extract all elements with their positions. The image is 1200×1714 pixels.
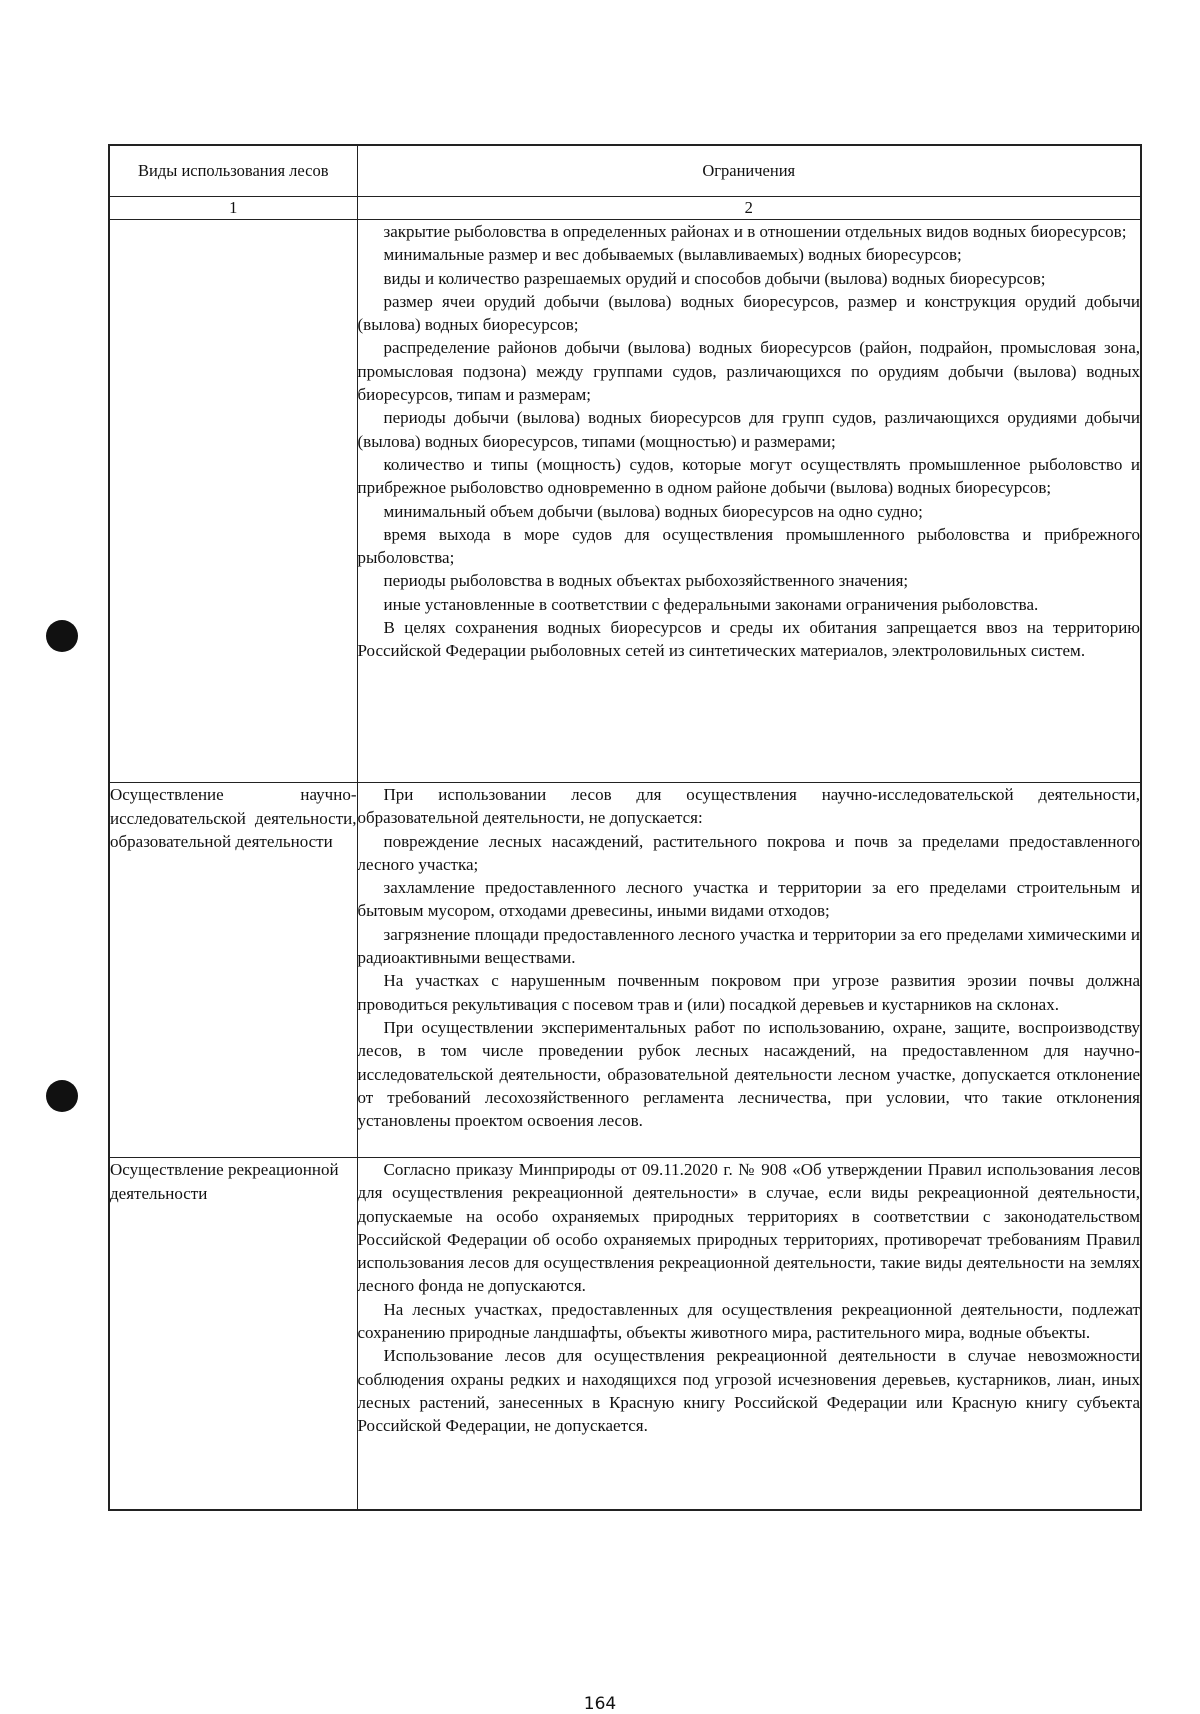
restriction-paragraph: закрытие рыболовства в определенных районах и в отношении отдельных видов водных биоресурсов;	[383, 222, 1127, 241]
header-forest-use-types: Виды использования лесов	[109, 145, 357, 197]
table-header-row	[109, 145, 1141, 197]
forest-use-type-cell: Осуществление рекреационной деятельности	[109, 1158, 357, 1510]
restriction-paragraph: минимальный объем добычи (вылова) водных биоресурсов на одно судно;	[383, 501, 923, 521]
restrictions-cell	[357, 783, 1141, 1158]
restriction-paragraph: На участках с нарушенным почвенным покровом при угрозе развития эрозии почвы должна проводиться рекультивация с посевом трав и (или) посадкой деревьев и кустарников на склонах.	[357, 971, 1140, 1014]
table-row	[109, 1158, 1141, 1510]
restriction-paragraph: повреждение лесных насаждений, растительного покрова и почв за пределами предоставленного лесного участка;	[357, 831, 1140, 874]
restrictions-cell	[357, 1158, 1141, 1510]
restriction-paragraph: периоды добычи (вылова) водных биоресурсов для групп судов, различающихся орудиями добычи (вылова) водных биоресурсов, типами (мощностью) и размерами;	[357, 408, 1140, 451]
forest-use-type-cell	[109, 220, 357, 783]
binder-hole-dot	[46, 620, 78, 652]
table-row	[109, 783, 1141, 1158]
header-restrictions: Ограничения	[357, 145, 1141, 197]
restrictions-cell	[357, 220, 1141, 783]
restriction-paragraph: иные установленные в соответствии с федеральными законами ограничения рыболовства.	[383, 594, 1039, 614]
restriction-paragraph: распределение районов добычи (вылова) водных биоресурсов (район, подрайон, промысловая зона, промысловая подзона) между группами судов, различающихся по орудиям добычи (вылова) водных биоресурсов, типам и размерам;	[357, 338, 1140, 405]
restriction-paragraph: количество и типы (мощность) судов, которые могут осуществлять промышленное рыболовство и прибрежное рыболовство одновременно в одном районе добычи (вылова) водных биоресурсов;	[357, 454, 1140, 498]
restriction-paragraph: периоды рыболовства в водных объектах рыбохозяйственного значения;	[383, 571, 909, 591]
forest-use-type-cell: Осуществление научно-исследовательской деятельности, образовательной деятельности	[109, 783, 357, 1158]
restriction-paragraph: время выхода в море судов для осуществления промышленного рыболовства и прибрежного рыболовства;	[357, 524, 1140, 568]
column-number-row	[109, 197, 1141, 220]
restriction-paragraph: При использовании лесов для осуществления научно-исследовательской деятельности, образовательной деятельности, не допускается:	[357, 785, 1140, 828]
restriction-paragraph: загрязнение площади предоставленного лесного участка и территории за его пределами химическими и радиоактивными веществами.	[357, 924, 1140, 968]
page-number: 164	[583, 1694, 617, 1714]
restriction-paragraph: Согласно приказу Минприроды от 09.11.2020 г. № 908 «Об утверждении Правил использования лесов для осуществления рекреационной деятельности» в случае, если виды рекреационной деятельности, допускаемые на особо охраняемых природных территориях в соответствии с законодательством Российской Федерации об особо охраняемых природных территориях, противоречат требованиям Правил использования лесов для осуществления рекреационной деятельности, такие виды деятельности на землях лесного фонда не допускаются.	[357, 1160, 1140, 1296]
restriction-paragraph: В целях сохранения водных биоресурсов и среды их обитания запрещается ввоз на территорию Российской Федерации рыболовных сетей из синтетических материалов, электроловильных систем.	[357, 618, 1140, 661]
restriction-paragraph: Использование лесов для осуществления рекреационной деятельности в случае невозможности соблюдения охраны редких и находящихся под угрозой исчезновения деревьев, кустарников, лиан, иных лесных растений, занесенных в Красную книгу Российской Федерации или Красную книгу субъекта Российской Федерации, не допускается.	[357, 1346, 1140, 1436]
column-number-2: 2	[357, 197, 1141, 220]
restriction-paragraph: минимальные размер и вес добываемых (вылавливаемых) водных биоресурсов;	[383, 245, 962, 265]
restriction-paragraph: При осуществлении экспериментальных работ по использованию, охране, защите, воспроизводству лесов, в том числе проведении рубок лесных насаждений, на предоставленном для научно-исследовательской деятельности, образовательной деятельности лесном участке, допускается отклонение от требований лесохозяйственного регламента лесничества, при условии, что такие отклонения установлены проектом освоения лесов.	[357, 1017, 1140, 1131]
restriction-paragraph: захламление предоставленного лесного участка и территории за его пределами строительным и бытовым мусором, отходами древесины, иными видами отходов;	[357, 878, 1140, 921]
table-row	[109, 220, 1141, 783]
restriction-paragraph: На лесных участках, предоставленных для осуществления рекреационной деятельности, подлежат сохранению природные ландшафты, объекты животного мира, растительного мира, водные объекты.	[357, 1299, 1140, 1343]
restrictions-table	[108, 144, 1142, 1511]
binder-hole-dot	[46, 1080, 78, 1112]
column-number-1: 1	[109, 197, 357, 220]
restriction-paragraph: виды и количество разрешаемых орудий и способов добычи (вылова) водных биоресурсов;	[383, 268, 1046, 288]
restriction-paragraph: размер ячеи орудий добычи (вылова) водных биоресурсов, размер и конструкция орудий добычи (вылова) водных биоресурсов;	[357, 291, 1140, 335]
